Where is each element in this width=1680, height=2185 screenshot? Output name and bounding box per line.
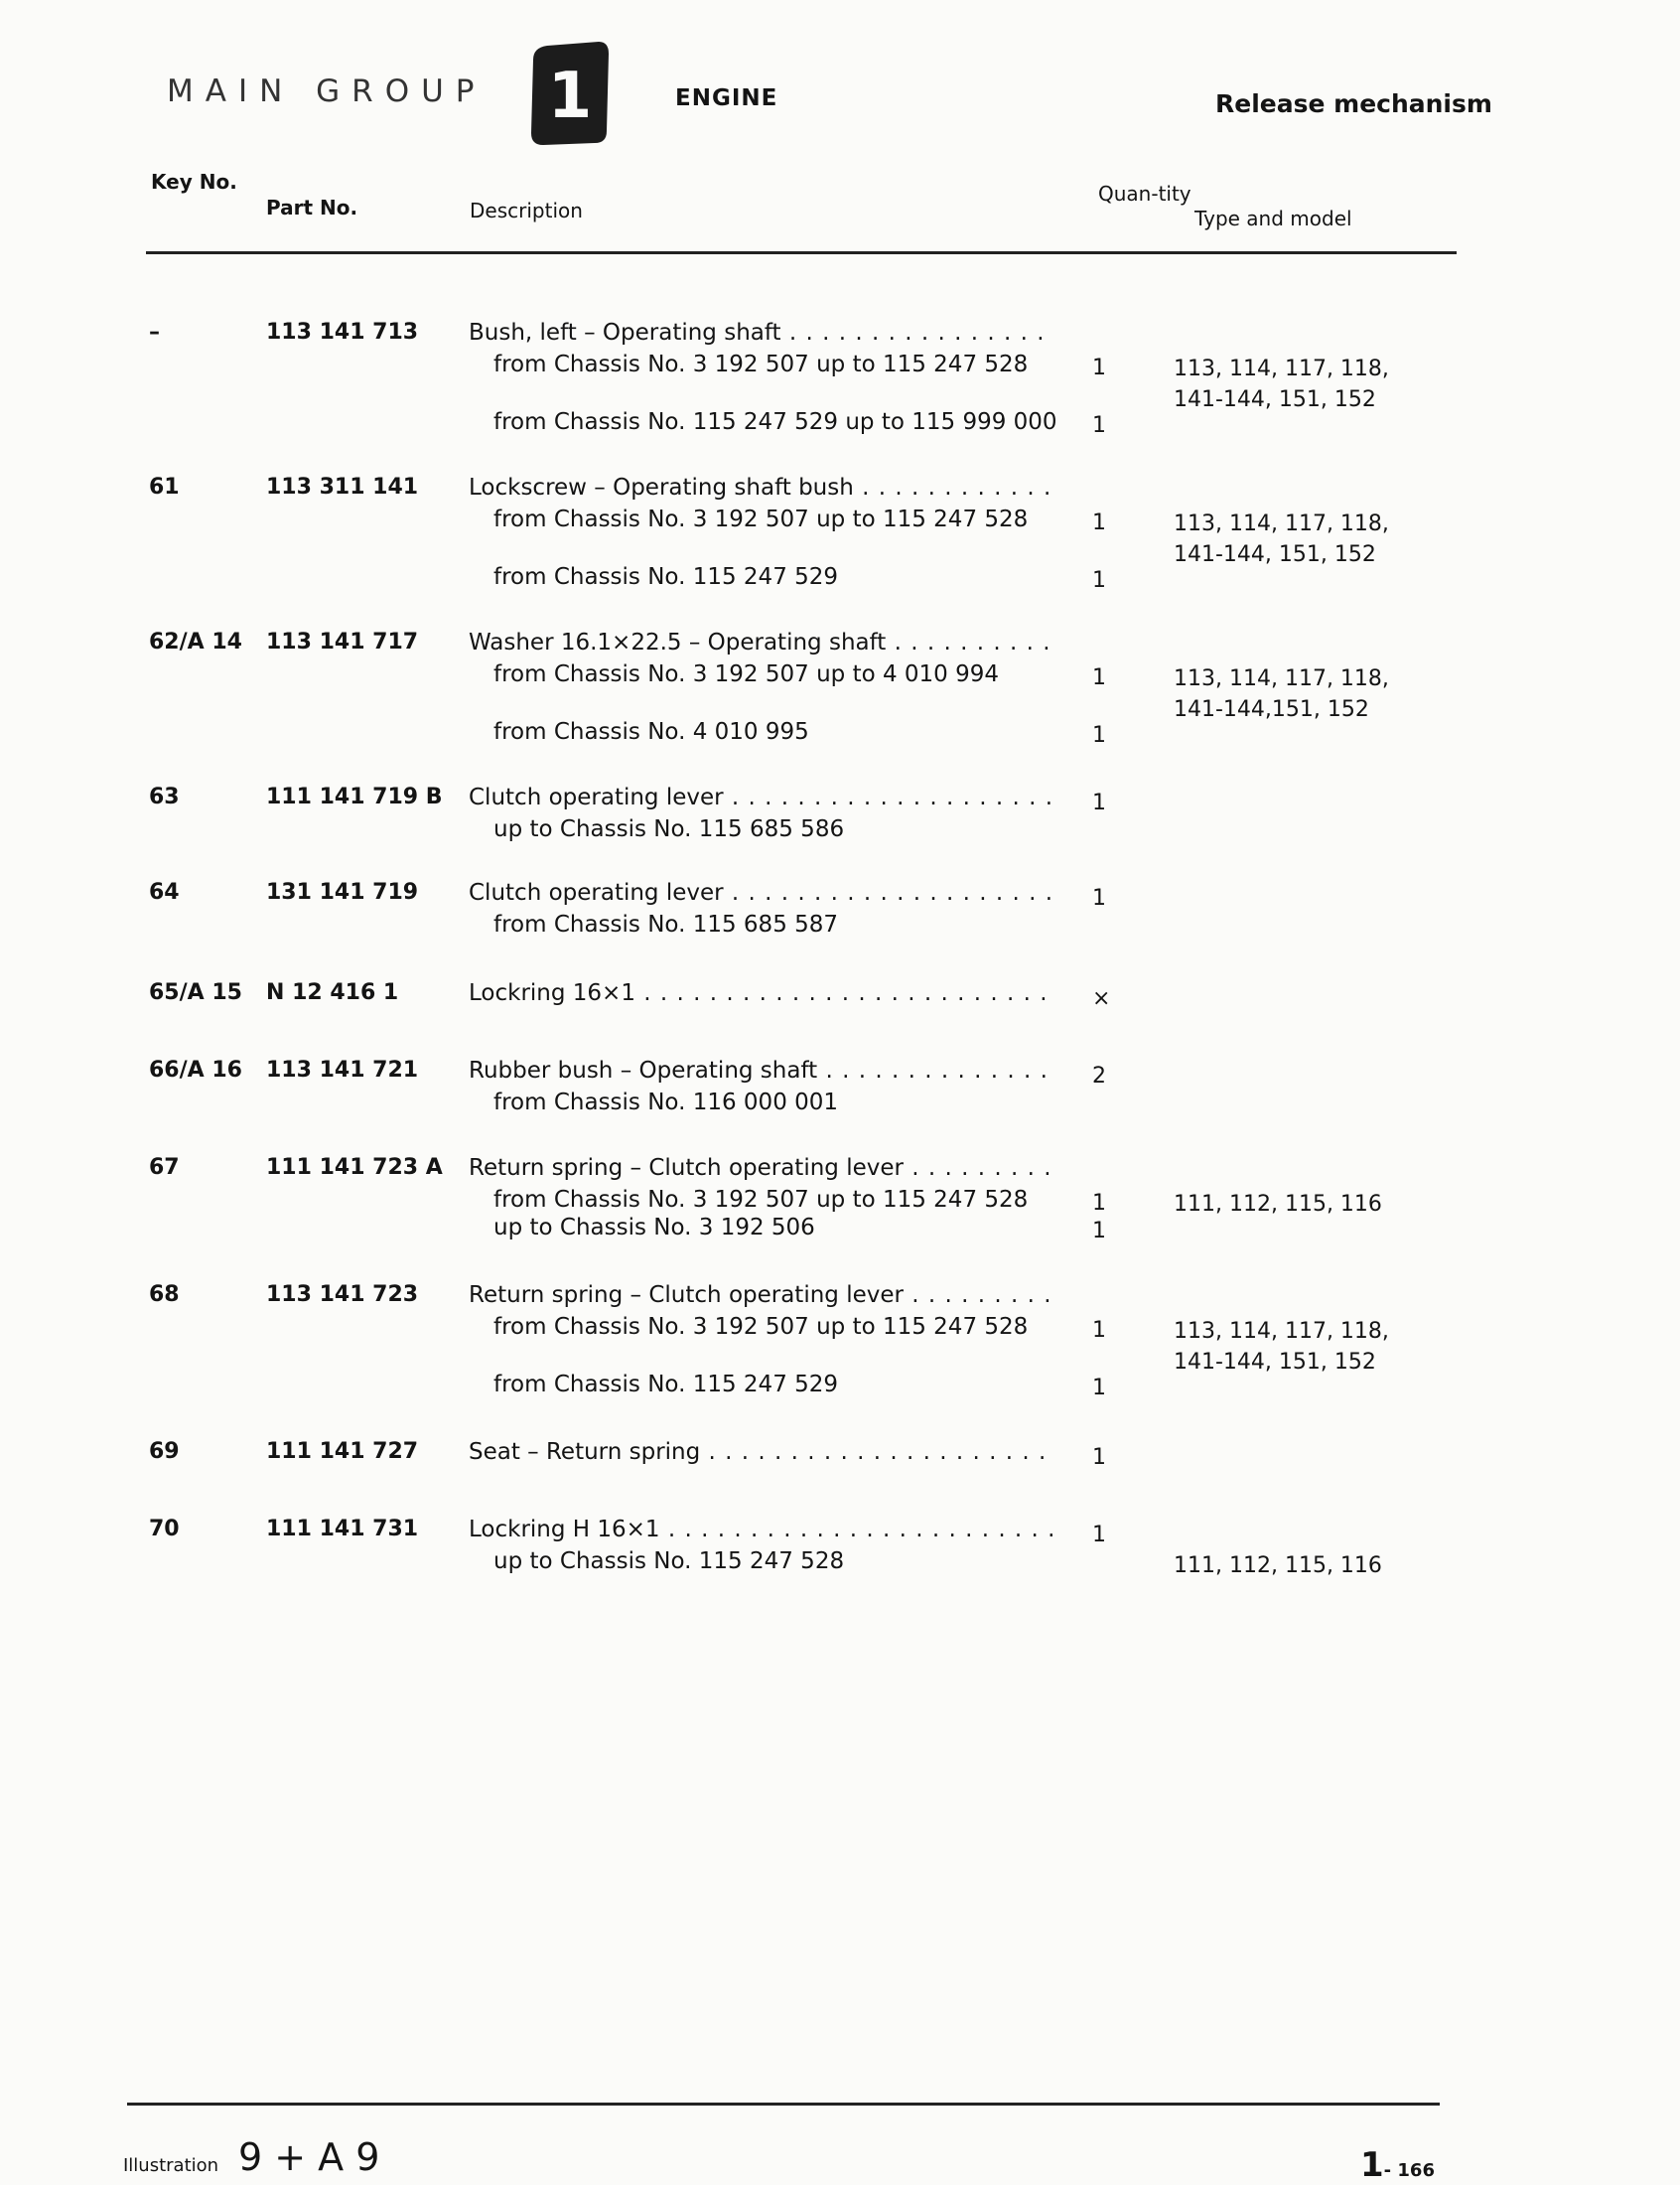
key-number: 62/A 14 — [149, 630, 242, 655]
quantity: 1 — [1092, 723, 1106, 748]
column-header-type-model: Type and model — [1194, 207, 1352, 230]
key-number: 65/A 15 — [149, 980, 242, 1005]
type-and-model — [1174, 354, 1389, 415]
quantity: 1 — [1092, 791, 1106, 815]
chassis-range: from Chassis No. 3 192 507 up to 4 010 994 — [493, 661, 1000, 687]
chassis-range: from Chassis No. 116 000 001 — [493, 1090, 839, 1115]
chassis-range: from Chassis No. 115 685 587 — [493, 912, 839, 938]
key-number: – — [149, 320, 160, 345]
type-line: 141-144, 151, 152 — [1174, 1350, 1376, 1375]
quantity: 1 — [1092, 665, 1106, 690]
quantity: × — [1092, 986, 1111, 1011]
quantity: 1 — [1092, 1191, 1106, 1216]
quantity: 1 — [1092, 510, 1106, 535]
chassis-range: from Chassis No. 115 247 529 — [493, 1372, 839, 1397]
part-number: 113 141 717 — [266, 630, 419, 655]
part-description: Lockring H 16×1 . . . — [469, 1517, 1054, 1542]
quantity: 1 — [1092, 886, 1106, 911]
type-and-model — [1174, 663, 1389, 725]
column-header-description: Description — [470, 199, 583, 222]
quantity: 2 — [1092, 1064, 1106, 1089]
type-and-model — [1174, 1550, 1382, 1581]
group-number: 1 — [547, 60, 593, 133]
key-number: 68 — [149, 1282, 180, 1307]
key-number: 64 — [149, 880, 180, 905]
type-and-model — [1174, 1189, 1382, 1220]
part-number: 131 141 719 — [266, 880, 419, 905]
quantity: 1 — [1092, 1523, 1106, 1547]
chassis-range: from Chassis No. 115 247 529 — [493, 564, 839, 590]
part-description: Washer 16.1×22.5 – Operating shaft . . . — [469, 630, 1054, 656]
quantity: 1 — [1092, 413, 1106, 438]
group-name: ENGINE — [675, 85, 778, 111]
part-number: 111 141 731 — [266, 1517, 419, 1541]
part-description: Clutch operating lever . . . — [469, 880, 1054, 906]
quantity: 1 — [1092, 356, 1106, 380]
section-title: Release mechanism — [1215, 89, 1492, 118]
key-number: 70 — [149, 1517, 180, 1541]
chassis-range: from Chassis No. 3 192 507 up to 115 247 528 — [493, 352, 1029, 377]
header-divider — [146, 251, 1457, 254]
part-number: 113 141 721 — [266, 1058, 419, 1083]
quantity: 1 — [1092, 1376, 1106, 1400]
part-number: 111 141 719 B — [266, 785, 443, 809]
part-description: Rubber bush – Operating shaft . . . — [469, 1058, 1054, 1084]
chassis-range: up to Chassis No. 3 192 506 — [493, 1215, 815, 1240]
part-description: Clutch operating lever . . . — [469, 785, 1054, 810]
part-number: 111 141 723 A — [266, 1155, 443, 1180]
type-line: 141-144,151, 152 — [1174, 697, 1369, 722]
chassis-range: from Chassis No. 3 192 507 up to 115 247 528 — [493, 507, 1029, 532]
quantity: 1 — [1092, 1318, 1106, 1343]
type-line: 113, 114, 117, 118, — [1174, 357, 1389, 381]
type-line: 141-144, 151, 152 — [1174, 387, 1376, 412]
key-number: 69 — [149, 1439, 180, 1464]
part-description: Seat – Return spring . . . — [469, 1439, 1054, 1465]
part-number: 111 141 727 — [266, 1439, 419, 1464]
type-line: 113, 114, 117, 118, — [1174, 511, 1389, 536]
type-line: 113, 114, 117, 118, — [1174, 1319, 1389, 1344]
group-number-badge — [529, 40, 611, 147]
quantity: 1 — [1092, 568, 1106, 593]
quantity: 1 — [1092, 1219, 1106, 1243]
chassis-range: up to Chassis No. 115 685 586 — [493, 816, 845, 842]
part-description: Return spring – Clutch operating lever . . . — [469, 1282, 1054, 1308]
chassis-range: up to Chassis No. 115 247 528 — [493, 1548, 845, 1574]
part-description: Return spring – Clutch operating lever . . . — [469, 1155, 1054, 1181]
type-line: 141-144, 151, 152 — [1174, 542, 1376, 567]
key-number: 63 — [149, 785, 180, 809]
type-and-model — [1174, 1316, 1389, 1378]
key-number: 67 — [149, 1155, 180, 1180]
type-and-model — [1174, 509, 1389, 570]
part-description: Lockring 16×1 . . . — [469, 980, 1054, 1006]
part-number: N 12 416 1 — [266, 980, 399, 1005]
illustration-refs: 9 + A 9 — [238, 2135, 380, 2179]
key-number: 66/A 16 — [149, 1058, 242, 1083]
type-line: 113, 114, 117, 118, — [1174, 666, 1389, 691]
type-line: 111, 112, 115, 116 — [1174, 1553, 1382, 1578]
quantity: 1 — [1092, 1445, 1106, 1470]
key-number: 61 — [149, 475, 180, 500]
type-line: 111, 112, 115, 116 — [1174, 1192, 1382, 1217]
footer-divider — [127, 2103, 1440, 2106]
column-header-quantity: Quan-tity — [1098, 182, 1191, 206]
chassis-range: from Chassis No. 115 247 529 up to 115 999 000 — [493, 409, 1057, 435]
part-number: 113 141 723 — [266, 1282, 419, 1307]
part-number: 113 141 713 — [266, 320, 419, 345]
illustration-label: Illustration — [123, 2155, 219, 2176]
part-description: Lockscrew – Operating shaft bush . . . — [469, 475, 1054, 501]
main-group-label: MAIN GROUP — [167, 73, 487, 109]
page-number: 1- 166 — [1360, 2145, 1435, 2185]
part-description: Bush, left – Operating shaft . . . — [469, 320, 1054, 346]
chassis-range: from Chassis No. 3 192 507 up to 115 247 528 — [493, 1187, 1029, 1213]
chassis-range: from Chassis No. 4 010 995 — [493, 719, 809, 745]
column-header-key-no: Key No. — [151, 170, 237, 194]
part-number: 113 311 141 — [266, 475, 419, 500]
chassis-range: from Chassis No. 3 192 507 up to 115 247 528 — [493, 1314, 1029, 1340]
column-header-part-no: Part No. — [266, 196, 358, 219]
